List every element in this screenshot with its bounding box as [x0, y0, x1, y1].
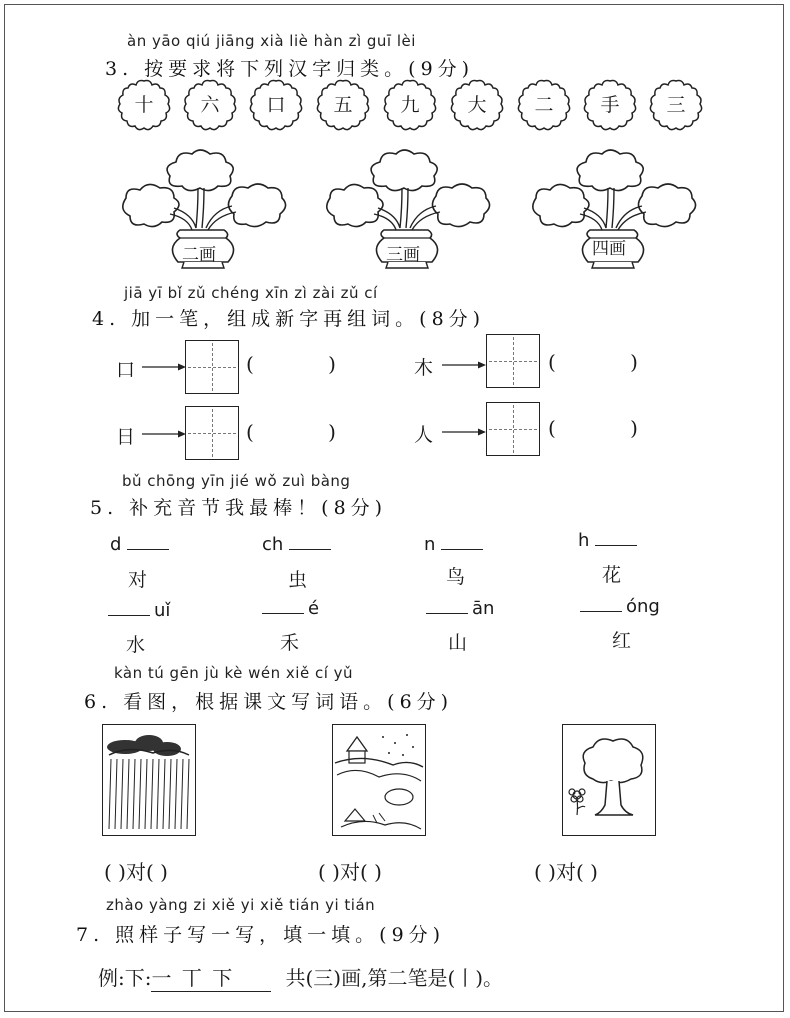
q4-title: 4. 加一笔，组成新字再组词。(8分): [92, 308, 486, 330]
pinyin-final: é: [308, 598, 320, 619]
flower-char: 十: [134, 94, 154, 116]
tianzi-grid-box[interactable]: [185, 406, 239, 460]
pinyin-blank[interactable]: [424, 534, 483, 555]
pinyin-blank[interactable]: [262, 534, 331, 555]
tree-flower-picture: [562, 724, 656, 836]
flower-char: 九: [400, 94, 420, 116]
q5-title: 5. 补充音节我最棒！(8分): [90, 497, 388, 519]
pinyin-initial: h: [578, 530, 590, 551]
flower-badge: [516, 77, 572, 133]
flower-char: 三: [666, 94, 686, 116]
vase-drawing: [322, 148, 492, 277]
answer-parentheses[interactable]: ( ): [548, 416, 672, 440]
answer-line-rain[interactable]: ( )对( ): [104, 860, 168, 884]
answer-parentheses[interactable]: ( ): [246, 420, 370, 444]
answer-line-snow[interactable]: ( )对( ): [318, 860, 382, 884]
target-char: 红: [612, 630, 632, 652]
pinyin-final: óng: [626, 596, 660, 617]
flower-badge: [116, 77, 172, 133]
vase-label: 三画: [386, 245, 420, 265]
pinyin-blank[interactable]: [580, 596, 660, 617]
flower-char: 六: [200, 94, 220, 116]
example-strokes: 一 丅 下: [151, 962, 271, 992]
target-char: 虫: [288, 569, 308, 591]
q7-pinyin: zhào yàng zi xiě yi xiě tián yi tián: [106, 896, 376, 914]
q3-title: 3. 按要求将下列汉字归类。(9分): [105, 58, 475, 80]
pinyin-final: ān: [472, 598, 495, 619]
arrow-right-icon: [142, 362, 186, 372]
base-char: 人: [414, 424, 434, 446]
flower-badge: [449, 77, 505, 133]
answer-parentheses[interactable]: ( ): [548, 350, 672, 374]
base-char: 口: [116, 359, 136, 381]
base-char: 木: [414, 357, 434, 379]
q4-pinyin: jiā yī bǐ zǔ chéng xīn zì zài zǔ cí: [124, 284, 378, 302]
tianzi-grid-box[interactable]: [486, 334, 540, 388]
target-char: 对: [128, 569, 148, 591]
flower-char: 大: [467, 94, 487, 116]
example-label: 例:下:: [98, 966, 152, 990]
q6-pinyin: kàn tú gēn jù kè wén xiě cí yǔ: [114, 664, 354, 682]
base-char: 日: [116, 426, 136, 448]
target-char: 鸟: [446, 566, 466, 588]
pinyin-blank[interactable]: [110, 534, 169, 555]
flower-char: 五: [333, 94, 353, 116]
vase-drawing: [528, 148, 698, 277]
pinyin-initial: d: [110, 534, 122, 555]
target-char: 山: [448, 632, 468, 654]
flower-badge: [248, 77, 304, 133]
arrow-right-icon: [442, 360, 486, 370]
vase-label: 二画: [182, 245, 216, 265]
flower-badge: [382, 77, 438, 133]
q6-title: 6. 看图，根据课文写词语。(6分): [84, 691, 454, 713]
tianzi-grid-box[interactable]: [486, 402, 540, 456]
example-answer: 共(三)画,第二笔是(丨)。: [285, 966, 504, 990]
answer-line-tree[interactable]: ( )对( ): [534, 860, 598, 884]
flower-badge: [315, 77, 371, 133]
target-char: 禾: [280, 632, 300, 654]
pinyin-blank[interactable]: [108, 600, 170, 621]
example-line: [98, 962, 503, 992]
flower-char: 手: [600, 94, 620, 116]
flower-badge: [182, 77, 238, 133]
tianzi-grid-box[interactable]: [185, 340, 239, 394]
pinyin-blank[interactable]: [578, 530, 637, 551]
snow-village-picture: [332, 724, 426, 836]
answer-parentheses[interactable]: ( ): [246, 352, 370, 376]
pinyin-blank[interactable]: [426, 598, 494, 619]
arrow-right-icon: [142, 429, 186, 439]
target-char: 水: [126, 634, 146, 656]
q5-pinyin: bǔ chōng yīn jié wǒ zuì bàng: [122, 472, 351, 490]
flower-badge: [582, 77, 638, 133]
arrow-right-icon: [442, 427, 486, 437]
pinyin-final: uǐ: [154, 600, 171, 621]
rain-picture: [102, 724, 196, 836]
target-char: 花: [602, 564, 622, 586]
vase-label: 四画: [592, 239, 626, 259]
pinyin-initial: n: [424, 534, 436, 555]
flower-char: 二: [534, 94, 554, 116]
q3-pinyin: àn yāo qiú jiāng xià liè hàn zì guī lèi: [127, 32, 416, 50]
q7-title: 7. 照样子写一写，填一填。(9分): [76, 924, 446, 946]
vase-drawing: [118, 148, 288, 277]
flower-badge: [648, 77, 704, 133]
pinyin-initial: ch: [262, 534, 284, 555]
pinyin-blank[interactable]: [262, 598, 319, 619]
flower-char: 口: [266, 94, 286, 116]
